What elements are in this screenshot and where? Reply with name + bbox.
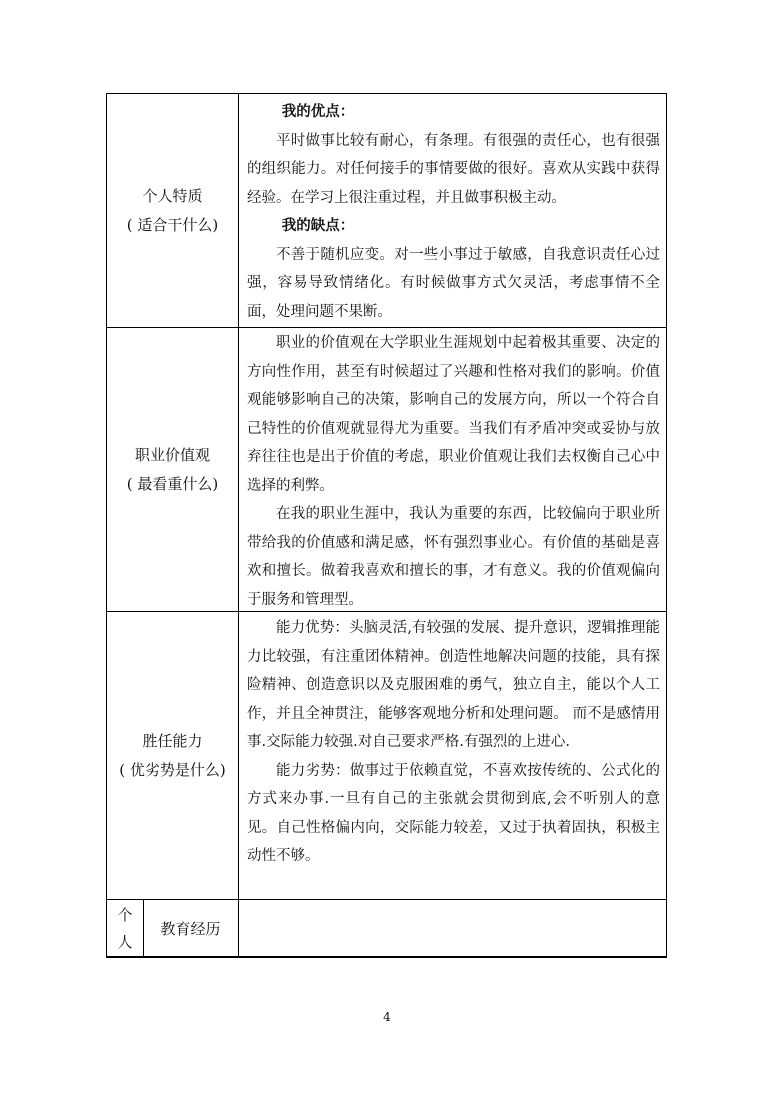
weaknesses-text: 不善于随机应变。对一些小事过于敏感，自我意识责任心过强，容易导致情绪化。有时候做事方式欠灵活，考虑事情不全面，处理问题不果断。 — [247, 246, 660, 320]
competence-content — [247, 614, 660, 871]
competence-label-cell — [107, 612, 238, 899]
career-values-content — [247, 329, 660, 614]
career-values-label-cell — [107, 328, 238, 611]
personal-traits-label-cell — [107, 94, 238, 327]
strengths-heading: 我的优点： — [281, 103, 355, 120]
competence-advantages: 能力优势：头脑灵活,有较强的发展、提升意识，逻辑推理能力比较强，有注重团体精神。创造性地解决问题的技能，具有探险精神、创造意识以及克服困难的勇气，独立自主，能以个人工作，并且全神贯注，能够客观地分析和处理问题。 而不是感情用事.交际能力较强.对自己要求严格.有强烈的上进心. — [247, 620, 660, 750]
page-number: 4 — [383, 1010, 391, 1024]
strengths-text: 平时做事比较有耐心，有条理。有很强的责任心，也有很强的组织能力。对任何接手的事情要做的很好。喜欢从实践中获得经验。在学习上很注重过程，并且做事积极主动。 — [247, 132, 660, 206]
personal-traits-content — [247, 98, 660, 326]
competence-sublabel: ( 优劣势是什么) — [119, 760, 226, 779]
competence-disadvantages: 能力劣势：做事过于依赖直觉，不喜欢按传统的、公式化的方式来办事.一旦有自己的主张就会贯彻到底,会不听别人的意见。自己性格偏内向，交际能力较差，又过于执着固执，积极主动性不够。 — [247, 762, 660, 864]
weaknesses-heading: 我的缺点： — [281, 217, 355, 234]
competence-label: 胜任能力 — [142, 731, 203, 750]
education-label: 教育经历 — [160, 920, 221, 938]
table-column-divider — [238, 93, 239, 958]
personal-traits-sublabel: ( 适合干什么) — [126, 215, 219, 234]
personal-traits-label: 个人特质 — [142, 186, 203, 205]
education-group-label-char-1: 个 — [117, 905, 133, 924]
career-values-sublabel: ( 最看重什么) — [126, 474, 219, 493]
career-values-paragraph-2: 在我的职业生涯中，我认为重要的东西，比较偏向于职业所带给我的价值感和满足感，怀有强烈事业心。有价值的基础是喜欢和擅长。做着我喜欢和擅长的事，才有意义。我的价值观偏向于服务和管理型。 — [247, 506, 660, 608]
education-group-label-char-2: 人 — [117, 932, 133, 951]
table-right-border — [666, 93, 667, 958]
career-values-paragraph-1: 职业的价值观在大学职业生涯规划中起着极其重要、决定的方向性作用，甚至有时候超过了兴趣和性格对我们的影响。价值观能够影响自己的决策，影响自己的发展方向，所以一个符合自己特性的价值观就显得尤为重要。当我们有矛盾冲突或妥协与放弃往往也是出于价值的考虑，职业价值观让我们去权衡自己心中选择的利弊。 — [247, 335, 660, 494]
education-group-label — [107, 900, 143, 957]
career-values-label: 职业价值观 — [134, 445, 210, 464]
